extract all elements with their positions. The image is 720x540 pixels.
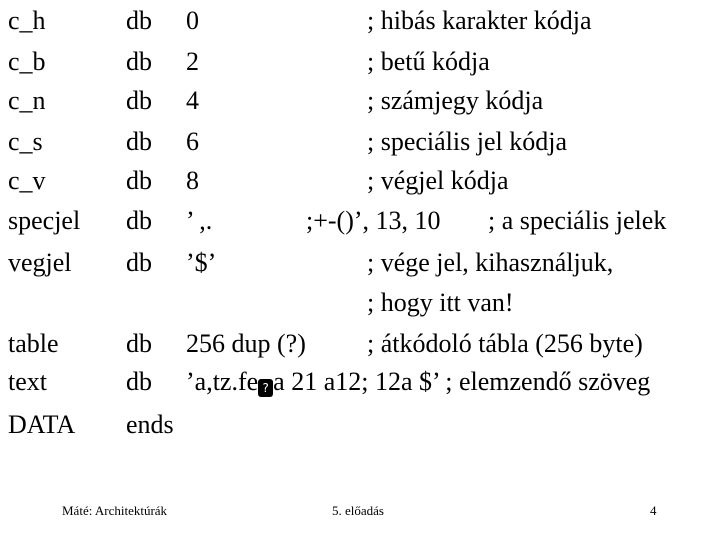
row-directive: db [126, 127, 152, 156]
row-comment: ; a speciális jelek [488, 206, 667, 235]
row-directive: ends [126, 410, 174, 439]
row-comment: ; vége jel, kihasználjuk, [367, 248, 614, 277]
row-value-start: ’a,tz.fe [186, 367, 259, 396]
row-comment: ; végjel kódja [367, 166, 509, 195]
row-directive: db [126, 166, 152, 195]
row-value: 4 [186, 86, 199, 115]
row-directive: db [126, 206, 152, 235]
row-value: ’ ,. [186, 206, 213, 235]
row-comment: ; speciális jel kódja [367, 127, 568, 156]
row-value: 8 [186, 166, 199, 195]
row-value-continued: ;+-()’, 13, 10 [306, 206, 441, 235]
row-comment: ; számjegy kódja [367, 86, 544, 115]
row-directive: db [126, 86, 152, 115]
row-comment: ; hogy itt van! [367, 288, 514, 317]
footer-page-number: 4 [650, 503, 657, 518]
row-name: c_s [8, 127, 43, 156]
row-directive: db [126, 367, 152, 396]
missing-glyph-icon: ? [258, 379, 273, 397]
footer-lecture: 5. előadás [332, 503, 384, 518]
row-name: c_h [8, 6, 46, 35]
row-comment: ; átkódoló tábla (256 byte) [367, 329, 643, 358]
row-value: 6 [186, 127, 199, 156]
row-name: vegjel [8, 248, 72, 277]
row-value: 2 [186, 47, 199, 76]
row-value: ’$’ [186, 248, 217, 277]
row-name: DATA [8, 410, 76, 439]
row-value: 0 [186, 6, 199, 35]
row-name: table [8, 329, 59, 358]
row-directive: db [126, 329, 152, 358]
row-directive: db [126, 47, 152, 76]
footer-author: Máté: Architektúrák [62, 503, 168, 518]
row-value: 256 dup (?) [186, 329, 306, 358]
row-comment: ; betű kódja [367, 47, 490, 76]
row-name: specjel [8, 206, 81, 235]
row-name: c_n [8, 86, 46, 115]
row-value [186, 367, 650, 397]
row-name: c_v [8, 166, 46, 195]
row-comment: ; hibás karakter kódja [367, 6, 592, 35]
row-directive: db [126, 248, 152, 277]
row-name: c_b [8, 47, 46, 76]
row-name: text [8, 367, 47, 396]
row-directive: db [126, 6, 152, 35]
row-value-end: a 21 a12; 12a $’ ; elemzendő szöveg [273, 367, 651, 396]
